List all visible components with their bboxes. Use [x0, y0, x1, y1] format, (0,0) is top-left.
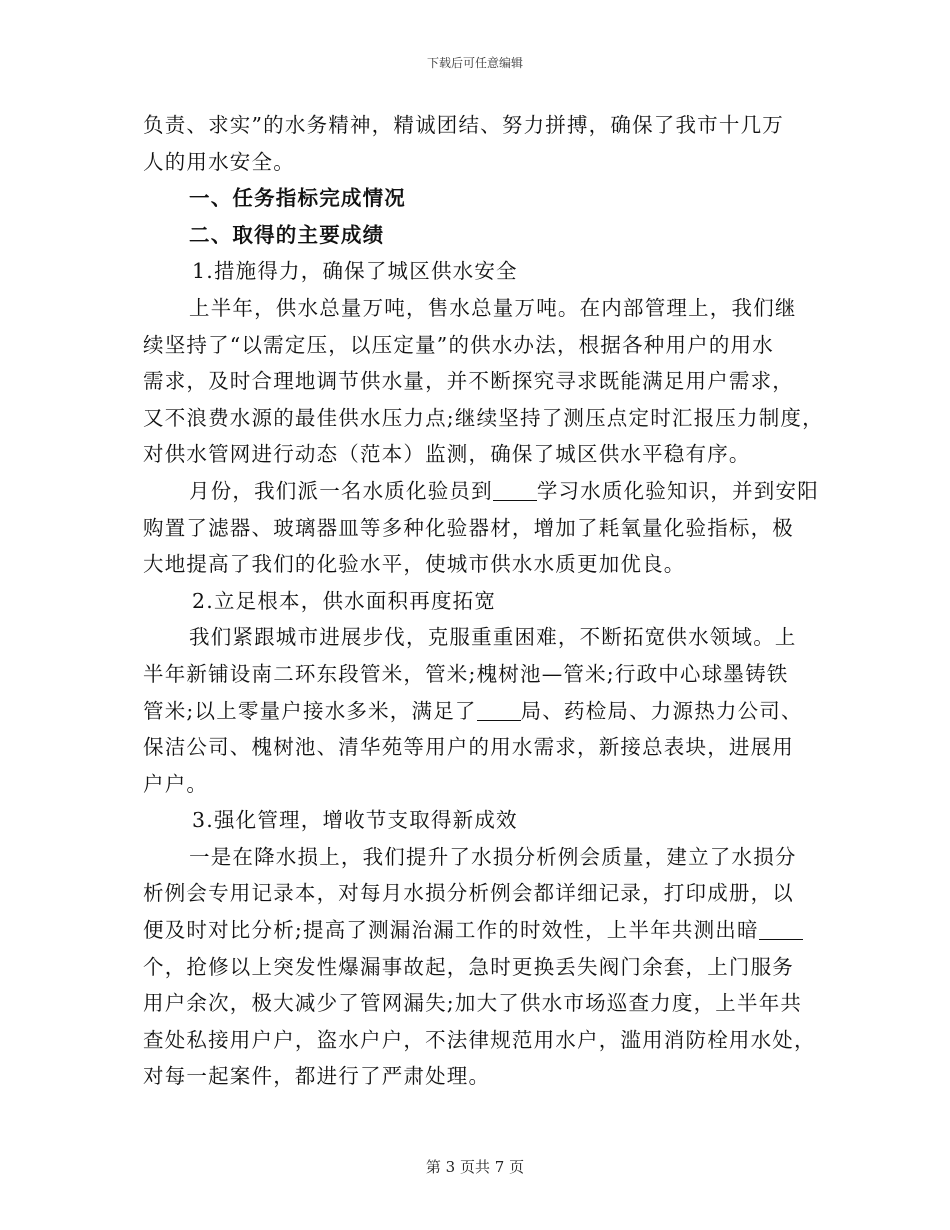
line-text: 负责、求实”的水务精神，精诚团结、努力拼搏，确保了我市十几万: [143, 113, 784, 137]
line-text: 用户余次，极大减少了管网漏失;加大了供水市场巡查力度，上半年共: [143, 991, 803, 1016]
line-text: 二、取得的主要成绩: [189, 222, 385, 247]
text-line: [143, 619, 819, 656]
text-line: [143, 363, 819, 400]
line-text: 一、任务指标完成情况: [189, 186, 406, 211]
section-heading: [143, 217, 819, 254]
text-line: [143, 949, 819, 986]
line-text: 又不浪费水源的最佳供水压力点;继续坚持了测压点定时汇报压力制度，: [143, 405, 824, 430]
fill-blank: [477, 702, 521, 721]
line-text: 保洁公司、槐树池、清华苑等用户的用水需求，新接总表块，进展用: [143, 735, 794, 760]
text-line: [143, 729, 819, 766]
line-text: 便及时对比分析;提高了测漏治漏工作的时效性，上半年共测出暗: [143, 918, 759, 943]
line-text: 需求，及时合理地调节供水量，并不断探究寻求既能满足用户需求，: [143, 369, 794, 394]
text-line: [143, 912, 819, 949]
text-line: [143, 107, 819, 144]
line-text: 对供水管网进行动态（范本）监测，确保了城区供水平稳有序。: [143, 442, 751, 467]
text-line: [143, 253, 819, 290]
line-text: 一是在降水损上，我们提升了水损分析例会质量，建立了水损分: [189, 844, 797, 869]
text-line: [143, 473, 819, 510]
line-text: 2.立足根本，供水面积再度拓宽: [192, 588, 497, 613]
line-text: 管米;以上零量户接水多米，满足了: [143, 698, 477, 723]
text-line: [143, 510, 819, 547]
line-text: 析例会专用记录本，对每月水损分析例会都详细记录，打印成册，以: [143, 881, 794, 906]
line-text-after-blank: 学习水质化验知识，并到安阳: [536, 478, 819, 503]
line-text: 1.措施得力，确保了城区供水安全: [192, 259, 518, 284]
text-line: [143, 436, 819, 473]
text-line: [143, 766, 819, 803]
line-text: 我们紧跟城市进展步伐，克服重重困难，不断拓宽供水领域。上: [189, 625, 797, 650]
line-text: 半年新铺设南二环东段管米，管米;槐树池—管米;行政中心球墨铸铁: [143, 661, 789, 686]
line-text: 续坚持了“以需定压，以压定量”的供水办法，根据各种用户的用水: [143, 332, 774, 357]
line-text-after-blank: 局、药检局、力源热力公司、: [520, 698, 803, 723]
line-text: 人的用水安全。: [143, 149, 295, 174]
text-line: [143, 802, 819, 839]
text-line: [143, 1022, 819, 1059]
text-line: [143, 1058, 819, 1095]
line-text: 购置了滤器、玻璃器皿等多种化验器材，增加了耗氧量化验指标，极: [143, 515, 794, 540]
text-line: [143, 327, 819, 364]
text-line: [143, 144, 819, 181]
fill-blank: [759, 921, 803, 940]
line-text: 个，抢修以上突发性爆漏事故起，急时更换丢失阀门余套，上门服务: [143, 954, 794, 979]
text-line: [143, 656, 819, 693]
text-line: [143, 583, 819, 620]
page-number: 第 3 页共 7 页: [425, 1158, 525, 1176]
line-text: 大地提高了我们的化验水平，使城市供水水质更加优良。: [143, 552, 686, 577]
text-line: [143, 546, 819, 583]
text-line: [143, 693, 819, 730]
text-line: [143, 839, 819, 876]
text-line: [143, 875, 819, 912]
text-line: [143, 290, 819, 327]
line-text: 对每一起案件，都进行了严肃处理。: [143, 1064, 491, 1089]
text-line: [143, 985, 819, 1022]
text-line: [143, 400, 824, 437]
line-text: 上半年，供水总量万吨，售水总量万吨。在内部管理上，我们继: [189, 295, 797, 320]
line-text: 户户。: [143, 771, 209, 796]
line-text: 3.强化管理，增收节支取得新成效: [192, 808, 518, 833]
line-text: 月份，我们派一名水质化验员到: [189, 478, 493, 503]
section-heading: [143, 180, 819, 217]
line-text: 查处私接用户户，盗水户户，不法律规范用水户，滥用消防栓用水处，: [143, 1027, 816, 1052]
header-note: 下载后可任意编辑: [426, 56, 523, 70]
fill-blank: [493, 482, 537, 501]
document-body: [143, 107, 824, 1095]
